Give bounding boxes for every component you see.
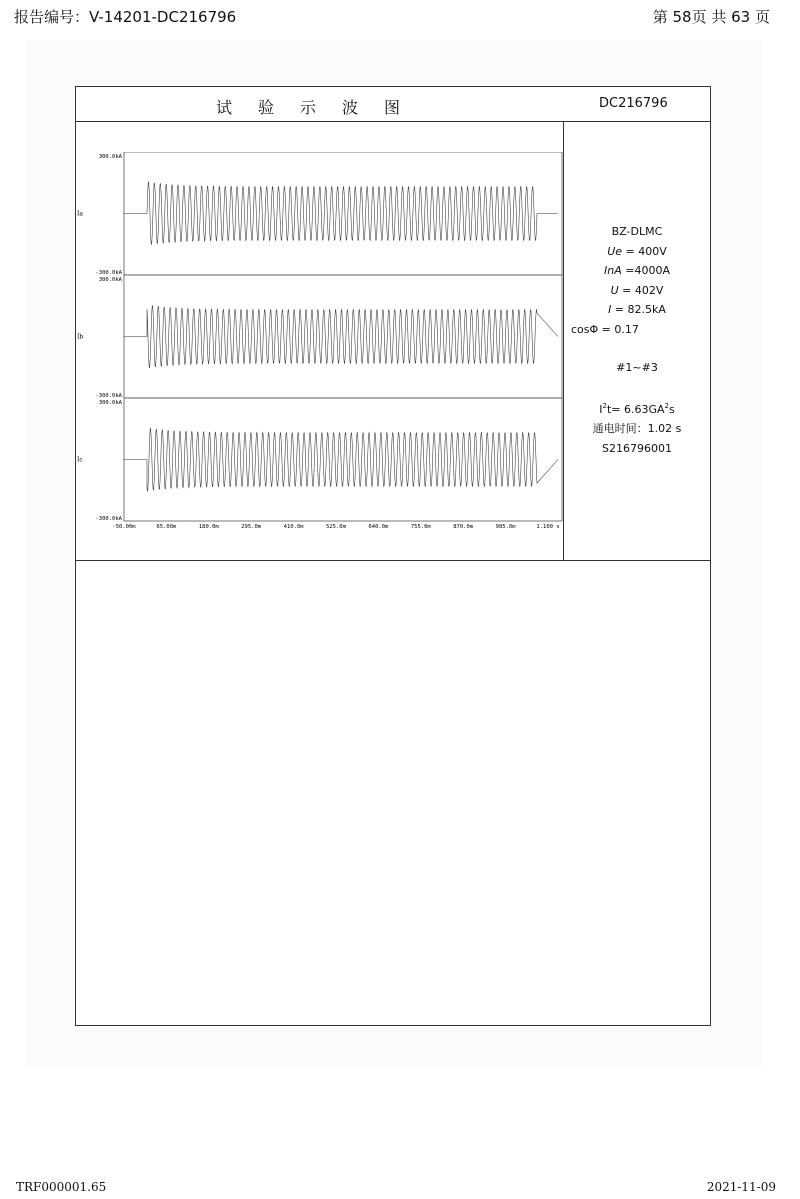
x-tick-label: 295.0m xyxy=(241,524,262,530)
channel-name: Ia xyxy=(77,210,83,218)
device-model: BZ-DLMC xyxy=(611,225,663,238)
channel-top-label: 300.0kA xyxy=(98,154,122,160)
x-tick-label: 985.0m xyxy=(495,524,516,530)
oscillogram-plot xyxy=(76,152,564,542)
channel-top-label: 300.0kA xyxy=(98,277,122,283)
rated-current: InA =4000A xyxy=(604,264,670,277)
x-tick-label: 640.0m xyxy=(368,524,389,530)
oscillogram-sheet xyxy=(75,86,711,1026)
oscillogram-svg xyxy=(76,152,564,544)
energizing-time: 通电时间：1.02 s xyxy=(592,422,682,435)
x-tick-label: 870.0m xyxy=(453,524,474,530)
channel-bottom-label: -300.0kA xyxy=(95,393,122,399)
oscillogram-panel xyxy=(76,122,710,561)
page-number: 第 58页 共 63 页 xyxy=(652,8,770,26)
channel-frame-ia xyxy=(124,152,562,275)
test-current: I = 82.5kA xyxy=(608,303,666,316)
document-code: DC216796 xyxy=(599,96,668,111)
test-parameters xyxy=(564,222,710,458)
x-tick-label: 180.0m xyxy=(198,524,219,530)
waveform-ic xyxy=(124,428,558,491)
x-tick-label: -50.00m xyxy=(112,524,136,530)
x-tick-label: 410.0m xyxy=(283,524,304,530)
channel-frame-ic xyxy=(124,398,562,521)
sheet-title: 试验示波图 xyxy=(216,98,427,117)
x-tick-label: 525.0m xyxy=(326,524,346,530)
form-code: TRF000001.65 xyxy=(16,1180,107,1194)
waveform-ib xyxy=(124,306,558,368)
channel-bottom-label: -300.0kA xyxy=(95,516,122,522)
poles: #1~#3 xyxy=(616,361,658,374)
channel-top-label: 300.0kA xyxy=(98,400,122,406)
x-tick-label: 1.100 s xyxy=(536,524,560,530)
rated-voltage: Ue = 400V xyxy=(607,244,667,258)
title-row xyxy=(76,87,710,122)
i2t-value: $I^2t= 6.63GA^2s$ xyxy=(599,401,675,416)
power-factor: cosΦ = 0.17 xyxy=(571,322,639,336)
test-voltage: U = 402V xyxy=(610,283,664,297)
sample-id: S216796001 xyxy=(602,441,672,455)
report-number: 报告编号：V-14201-DC216796 xyxy=(14,8,237,26)
x-tick-label: 65.00m xyxy=(156,524,177,530)
x-tick-label: 755.0m xyxy=(410,524,431,530)
channel-name: Ib xyxy=(77,333,84,341)
footer-date: 2021-11-09 xyxy=(706,1180,776,1194)
channel-bottom-label: -300.0kA xyxy=(95,270,122,276)
waveform-ia xyxy=(124,182,558,245)
channel-name: Ic xyxy=(77,456,83,464)
